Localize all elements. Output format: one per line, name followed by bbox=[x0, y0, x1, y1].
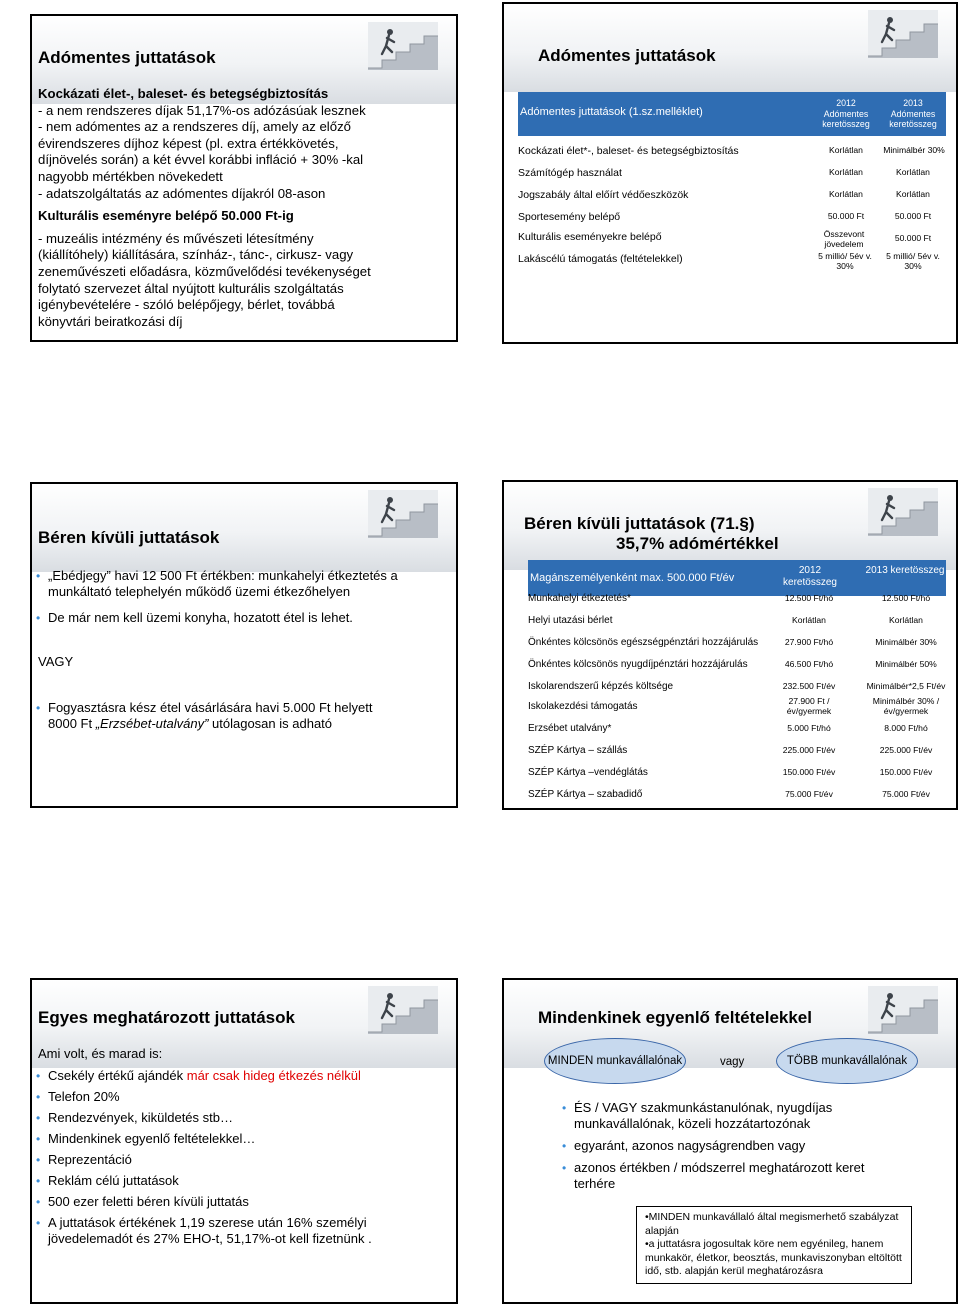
slide-1 bbox=[30, 14, 458, 342]
text-line: díjnövelés során) a két évvel korábbi infláció + 30% -kal bbox=[38, 152, 364, 168]
table-row bbox=[518, 186, 946, 206]
slide-2 bbox=[502, 2, 958, 344]
row-value-2012: Korlátlan bbox=[792, 615, 826, 625]
bullet-item bbox=[34, 1152, 434, 1168]
info-box bbox=[636, 1206, 912, 1284]
table-row bbox=[528, 612, 946, 632]
row-value-2013: Minimálbér 30% bbox=[883, 145, 945, 155]
row-value-2013: 12.500 Ft/hó bbox=[881, 593, 931, 603]
info-line: •a juttatásra jogosultak köre nem egyénileg, hanem munkakör, életkor, beosztás, munkaviszonyban eltöltött idő, stb. alapján kerül meghatározásra bbox=[645, 1238, 902, 1277]
bullet-text: 500 ezer feletti béren kívüli juttatás bbox=[48, 1194, 249, 1209]
row-value-2013: Korlátlan bbox=[889, 615, 923, 625]
row-value-2013: Minimálbér*2,5 Ft/év bbox=[866, 681, 946, 691]
text-line: - a nem rendszeres díjak 51,17%-os adózásúak lesznek bbox=[38, 102, 366, 118]
bullet-list bbox=[560, 1100, 880, 1198]
row-value-2013: Minimálbér 30% bbox=[875, 637, 937, 647]
text-line: zeneművészeti előadásra, közművelődési tevékenységet bbox=[38, 263, 371, 279]
stairs-icon bbox=[868, 488, 938, 536]
row-value-2012: 12.500 Ft/hó bbox=[784, 593, 834, 603]
row-value-2013: Minimálbér 30% /év/gyermek bbox=[872, 696, 940, 716]
table-row bbox=[528, 786, 946, 806]
stairs-icon bbox=[368, 986, 438, 1034]
info-line: •MINDEN munkavállaló által megismerhető szabályzat alapján bbox=[645, 1211, 899, 1237]
text-line: könyvtári beiratkozási díj bbox=[38, 313, 183, 329]
row-value-2013: 50.000 Ft bbox=[894, 211, 932, 221]
row-value-2012: 50.000 Ft bbox=[827, 211, 865, 221]
text-line: (kiállítóhely) kiállítására, színház-, tánc-, cirkusz- vagy bbox=[38, 247, 354, 263]
bullet-item bbox=[34, 1110, 434, 1126]
slide-header bbox=[504, 482, 956, 570]
bullet-item: • egyaránt, azonos nagyságrendben vagy bbox=[560, 1138, 880, 1154]
row-label: Jogszabály által előírt védőeszközök bbox=[518, 189, 689, 201]
stairs-icon bbox=[868, 986, 938, 1034]
row-label: Sportesemény belépő bbox=[518, 211, 621, 223]
bullet-item bbox=[34, 1131, 434, 1147]
bullet-item: • De már nem kell üzemi konyha, hozatott étel is lehet. bbox=[34, 610, 434, 626]
slide-title: Béren kívüli juttatások bbox=[38, 528, 220, 547]
row-value-2013: 5 millió/ 5év v. 30% bbox=[886, 251, 940, 271]
bullet-text: Csekély értékű ajándék bbox=[48, 1068, 187, 1083]
row-label: Önkéntes kölcsönös nyugdíjpénztári hozzájárulás bbox=[528, 659, 748, 670]
table-row bbox=[528, 634, 946, 654]
text-line: folytató szervezet által nyújtott kulturális szolgáltatás bbox=[38, 280, 344, 296]
table-row bbox=[518, 226, 946, 250]
table-title: Magánszemélyenként max. 500.000 Ft/év bbox=[530, 572, 735, 584]
table-row bbox=[528, 590, 946, 610]
row-label: Iskolarendszerű képzés költsége bbox=[528, 681, 674, 692]
row-value-2012: 27.900 Ft /év/gyermek bbox=[786, 696, 832, 716]
section-heading: Kulturális eseményre belépő 50.000 Ft-ig bbox=[38, 208, 294, 224]
row-value-2012: 225.000 Ft/év bbox=[782, 745, 836, 755]
row-value-2012: 150.000 Ft/év bbox=[782, 767, 836, 777]
row-label: Számítógép használat bbox=[518, 167, 622, 179]
row-value-2012: 27.900 Ft/hó bbox=[784, 637, 834, 647]
bullet-text: Rendezvények, kiküldetés stb… bbox=[48, 1110, 233, 1125]
bullet-text: A juttatások értékének 1,19 szerese után 16% személyi jövedelemadót és 27% EHO-t, 51,17%-ot kell fizetnünk . bbox=[48, 1215, 372, 1246]
column-2012: 2012 Adómentes keretösszeg bbox=[822, 98, 870, 129]
row-label: Önkéntes kölcsönös egészségpénztári hozzájárulás bbox=[528, 637, 759, 648]
row-value-2013: 8.000 Ft/hó bbox=[884, 723, 928, 733]
bullet-highlight: már csak hideg étkezés nélkül bbox=[186, 1068, 361, 1083]
bullet-list bbox=[34, 1068, 434, 1252]
slide-3 bbox=[30, 482, 458, 808]
row-value-2013: Korlátlan bbox=[896, 189, 930, 199]
row-value-2012: Összevont jövedelem bbox=[823, 229, 865, 249]
bullet-item bbox=[34, 700, 444, 732]
table-row bbox=[518, 164, 946, 184]
row-label: SZÉP Kártya –vendéglátás bbox=[528, 767, 648, 778]
row-label: Erzsébet utalvány* bbox=[528, 723, 612, 734]
row-value-2012: 5.000 Ft/hó bbox=[787, 723, 831, 733]
vagy-label: VAGY bbox=[38, 654, 74, 669]
column-2013: 2013 keretösszeg bbox=[865, 565, 945, 576]
ellipse-tobb: TÖBB munkavállalónak bbox=[776, 1038, 918, 1084]
intro-text: Ami volt, és marad is: bbox=[38, 1046, 163, 1061]
table-row bbox=[528, 742, 946, 762]
row-value-2013: Minimálbér 50% bbox=[875, 659, 937, 669]
table-title: Adómentes juttatások (1.sz.melléklet) bbox=[520, 106, 703, 118]
table-header bbox=[518, 92, 946, 136]
row-value-2012: 5 millió/ 5év v. 30% bbox=[818, 251, 872, 271]
bullet-item: • azonos értékben / módszerrel meghatározott keret terhére bbox=[560, 1160, 880, 1192]
row-label: SZÉP Kártya – szabadidő bbox=[528, 789, 643, 800]
bullet-item bbox=[34, 1173, 434, 1189]
table-row bbox=[518, 208, 946, 228]
row-value-2013: 75.000 Ft/év bbox=[882, 789, 930, 799]
bullet-text: utólagosan is adható bbox=[208, 716, 333, 731]
row-label: Lakáscélú támogatás (feltételekkel) bbox=[518, 253, 683, 265]
bullet-text: Reprezentáció bbox=[48, 1152, 132, 1167]
slide-header bbox=[32, 484, 456, 572]
slide-title: Béren kívüli juttatások (71.§) bbox=[524, 514, 755, 533]
row-value-2012: 46.500 Ft/hó bbox=[784, 659, 834, 669]
vagy-label: vagy bbox=[720, 1056, 745, 1068]
text-line: nagyobb mértékben növekedett bbox=[38, 168, 223, 184]
section-heading: Kockázati élet-, baleset- és betegségbiztosítás bbox=[38, 86, 329, 101]
stairs-icon bbox=[868, 10, 938, 58]
bullet-item bbox=[34, 1194, 434, 1210]
stairs-icon bbox=[368, 490, 438, 538]
voucher-name: „Erzsébet-utalvány” bbox=[95, 716, 209, 731]
slide-subtitle: 35,7% adómértékkel bbox=[616, 534, 779, 553]
ellipse-minden: MINDEN munkavállalónak bbox=[544, 1038, 686, 1084]
slide-title: Adómentes juttatások bbox=[38, 48, 216, 67]
row-label: SZÉP Kártya – szállás bbox=[528, 745, 628, 756]
bullet-item bbox=[34, 1089, 434, 1105]
bullet-text: Fogyasztásra kész étel vásárlására havi 5.000 Ft helyett bbox=[48, 700, 373, 715]
slide-6 bbox=[502, 978, 958, 1304]
slide-4 bbox=[502, 480, 958, 810]
row-label: Munkahelyi étkeztetés* bbox=[528, 593, 631, 604]
bullet-list bbox=[34, 700, 444, 738]
stairs-icon bbox=[368, 22, 438, 70]
slide-title: Adómentes juttatások bbox=[538, 46, 716, 65]
table-row bbox=[528, 764, 946, 784]
slide-body bbox=[38, 86, 448, 330]
bullet-item bbox=[34, 1215, 434, 1247]
bullet-text: 8000 Ft bbox=[48, 716, 96, 731]
row-value-2012: 75.000 Ft/év bbox=[785, 789, 833, 799]
bullet-text: Mindenkinek egyenlő feltételekkel… bbox=[48, 1131, 256, 1146]
row-value-2013: Korlátlan bbox=[896, 167, 930, 177]
table-row bbox=[518, 142, 946, 162]
slide-header bbox=[504, 4, 956, 92]
bullet-text: Telefon 20% bbox=[48, 1089, 120, 1104]
text-line: - muzeális intézmény és művészeti létesítmény bbox=[38, 230, 314, 246]
bullet-item: • „Ebédjegy” havi 12 500 Ft értékben: munkahelyi étkeztetés a munkáltató telephelyén működő üzemi étkezőhelyen bbox=[34, 568, 434, 600]
table-row bbox=[518, 248, 946, 272]
text-line: - adatszolgáltatás az adómentes díjakról 08-ason bbox=[38, 185, 326, 201]
slide-title: Mindenkinek egyenlő feltételekkel bbox=[538, 1008, 812, 1027]
column-2013: 2013 Adómentes keretösszeg bbox=[889, 98, 937, 129]
bullet-item: • ÉS / VAGY szakmunkástanulónak, nyugdíjas munkavállalónak, közeli hozzátartozónak bbox=[560, 1100, 880, 1132]
column-2012: 2012 keretösszeg bbox=[783, 565, 837, 588]
slide-5 bbox=[30, 978, 458, 1304]
table-row bbox=[528, 698, 946, 718]
table-row bbox=[528, 678, 946, 698]
row-label: Kockázati élet*-, baleset- és betegségbiztosítás bbox=[518, 145, 739, 157]
row-value-2013: 225.000 Ft/év bbox=[879, 745, 933, 755]
bullet-list bbox=[34, 568, 434, 632]
row-value-2012: 232.500 Ft/év bbox=[782, 681, 836, 691]
slide-title: Egyes meghatározott juttatások bbox=[38, 1008, 295, 1027]
bullet-item bbox=[34, 1068, 434, 1084]
bullet-text: Reklám célú juttatások bbox=[48, 1173, 179, 1188]
row-label: Helyi utazási bérlet bbox=[528, 615, 613, 626]
text-line: igénybevételére - szóló belépőjegy, bérlet, továbbá bbox=[38, 297, 335, 313]
row-value-2012: Korlátlan bbox=[829, 167, 863, 177]
table-row bbox=[528, 656, 946, 676]
row-label: Iskolakezdési támogatás bbox=[528, 701, 638, 712]
row-label: Kulturális eseményekre belépő bbox=[518, 231, 662, 243]
row-value-2012: Korlátlan bbox=[829, 189, 863, 199]
row-value-2012: Korlátlan bbox=[829, 145, 863, 155]
text-line: évirendszeres díjhoz képest (pl. extra értékkövetés, bbox=[38, 135, 339, 151]
row-value-2013: 150.000 Ft/év bbox=[879, 767, 933, 777]
table-row bbox=[528, 720, 946, 740]
text-line: - nem adómentes az a rendszeres díj, amely az előző bbox=[38, 119, 351, 135]
row-value-2013: 50.000 Ft bbox=[894, 233, 932, 243]
